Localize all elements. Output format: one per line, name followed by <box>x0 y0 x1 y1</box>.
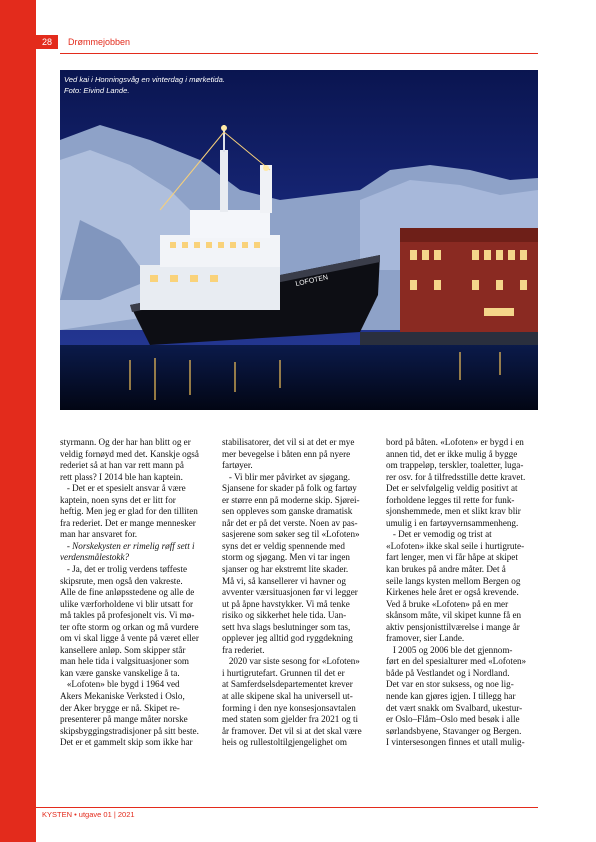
text-line: med staten som gjelder fra 2021 og ti <box>222 714 359 725</box>
text-line: Akers Mekaniske Verksted i Oslo, <box>60 691 185 702</box>
text-line: ulike værforholdene vi blir utsatt for <box>60 598 194 609</box>
text-line: Alle de fine anløpsstedene og alle de <box>60 587 195 598</box>
text-line: Det var en stor suksess, og noe lig- <box>386 679 514 690</box>
text-line: umulig i en fartøyvernsammenheng. <box>386 517 519 528</box>
text-line: rer osv. for å tilfredsstille dette kravet. <box>386 471 526 482</box>
text-line: styrmann. Og der har han blitt og er <box>60 437 191 447</box>
text-line: - Vi blir mer påvirket av sjøgang. <box>222 471 351 482</box>
text-line: syns det er veldig spennende med <box>222 540 345 551</box>
page-number: 28 <box>36 35 58 49</box>
text-line: fra rederiet. Det er mange mennesker <box>60 517 196 528</box>
text-line: må takles på profesjonelt vis. Vi mø- <box>60 610 195 621</box>
text-line: er større enn på moderne skip. Sjørei- <box>222 494 360 505</box>
text-column-3 <box>386 437 536 749</box>
text-line: sen oppleves som ganske dramatisk <box>222 506 353 517</box>
text-line: fart lenger, men vi får håpe at skipet <box>386 552 518 563</box>
text-line: er Oslo–Flåm–Oslo med besøk i alle <box>386 714 520 725</box>
text-line: fartøyer. <box>222 460 253 471</box>
section-title: Drømmejobben <box>68 37 131 47</box>
text-line: kaptein, noen syns det er litt for <box>60 494 176 505</box>
text-column-1 <box>60 437 210 749</box>
text-line: veldig fornøyd med det. Kanskje også <box>60 448 199 459</box>
text-line: aktiv pensjonisttilværelse i mange år <box>386 621 520 632</box>
text-line: kan brukes på andre måter. Det å <box>386 564 506 575</box>
text-line: år framover. Det vil si at det skal være <box>222 725 362 736</box>
text-line: avventer værsituasjonen før vi legger <box>222 587 358 598</box>
text-line: «Lofoten» ble bygd i 1964 ved <box>60 679 180 690</box>
text-line: skipsrute, men også den vakreste. <box>60 575 183 586</box>
text-line: risiko og sikkerhet hele tida. Uan- <box>222 610 347 621</box>
caption-line: Ved kai i Honningsvåg en vinterdag i mørketida. <box>64 75 225 84</box>
text-line: rett plass? I 2014 ble han kaptein. <box>60 471 183 482</box>
text-line: forholdene legges til rette for funk- <box>386 494 515 505</box>
text-line: om vi skal ligge å vente på været eller <box>60 633 199 644</box>
text-line: Må vi, så kansellerer vi havner og <box>222 575 346 586</box>
ship-name-label: LOFOTEN <box>294 274 329 288</box>
text-line: ut på åpne havstykker. Vi må tenke <box>222 598 350 609</box>
text-line: mer bevegelse i båten enn på nyere <box>222 448 351 459</box>
photo-caption <box>64 74 225 96</box>
text-line: skipsbyggingstradisjoner på sitt beste. <box>60 725 199 736</box>
text-line: Det er selvfølgelig veldig positivt at <box>386 483 518 494</box>
text-line: at alle skipene skal ha universell ut- <box>222 691 353 702</box>
text-line: sasjerene som søker seg til «Lofoten» <box>222 529 360 540</box>
text-line: Kirkenes hele året er også krevende. <box>386 587 519 598</box>
ship-photo <box>60 70 538 410</box>
text-line: Sjansene for skader på folk og fartøy <box>222 483 357 494</box>
text-line: heis og rullestoltilgjengelighet om <box>222 737 347 748</box>
text-line: man hele tida i valgsituasjoner som <box>60 656 189 667</box>
text-line: - Det er vemodig og trist at <box>386 529 492 540</box>
text-line: - Det er et spesielt ansvar å være <box>60 483 186 494</box>
text-line: kansellere anløp. Som skipper står <box>60 644 186 655</box>
text-line: når det er på det verste. Noen av pas- <box>222 517 358 528</box>
footer-publication: KYSTEN • utgave 01 | 2021 <box>42 810 135 819</box>
text-column-2 <box>222 437 372 749</box>
text-line: nende kan gjøres igjen. I tillegg har <box>386 691 516 702</box>
text-line: skånsom måte, vil skipet kunne få en <box>386 610 522 621</box>
text-line: bord på båten. «Lofoten» er bygd i en <box>386 437 524 447</box>
text-line: Det er et gammelt skip som ikke har <box>60 737 193 748</box>
left-accent-bar <box>0 0 36 842</box>
header-divider <box>60 53 538 54</box>
text-line: det vært snakk om Svalbard, ukestur- <box>386 702 523 713</box>
text-line: - Ja, det er trolig verdens tøffeste <box>60 564 188 575</box>
text-line: heftig. Men jeg er glad for den tilliten <box>60 506 198 517</box>
text-line: verdensmålestokk? <box>60 552 130 563</box>
text-line: man har ansvaret for. <box>60 529 138 540</box>
text-line: 2020 var siste sesong for «Lofoten» <box>222 656 360 667</box>
text-line: I 2005 og 2006 ble det gjennom- <box>386 644 513 655</box>
text-line: sørlandsbyene, Stavanger og Bergen. <box>386 725 522 736</box>
text-line: annen tid, det er ikke mulig å bygge <box>386 448 518 459</box>
text-line: forming i den nye konsesjonsavtalen <box>222 702 356 713</box>
text-line: opplever jeg alltid god ryggdekning <box>222 633 353 644</box>
text-line: «Lofoten» ikke skal seile i hurtigrute- <box>386 540 525 551</box>
text-line: Ved å bruke «Lofoten» på en mer <box>386 598 509 609</box>
text-line: sjanser og har ekstremt lite skader. <box>222 564 349 575</box>
text-line: både på Vestlandet og i Nordland. <box>386 667 510 678</box>
text-line: storm og sjøgang. Men vi tar ingen <box>222 552 350 563</box>
text-line: sett hva slags beslutninger som tas, <box>222 621 351 632</box>
text-line: seile langs kysten mellom Bergen og <box>386 575 521 586</box>
text-line: ter ofte storm og orkan og må vurdere <box>60 621 199 632</box>
text-line: sjonshemmede, men et slikt krav blir <box>386 506 521 517</box>
text-line: - Norskekysten er rimelig røff sett i <box>60 540 195 551</box>
text-line: stabilisatorer, det vil si at det er mye <box>222 437 355 447</box>
text-line: I vintersesongen finnes et utall mulig- <box>386 737 525 748</box>
text-line: at Samferdselsdepartementet krever <box>222 679 353 690</box>
text-line: om trappeløp, terskler, toaletter, luga- <box>386 460 524 471</box>
text-line: presenterer på mange måter norske <box>60 714 188 725</box>
text-line: der Aker brygge er nå. Skipet re- <box>60 702 180 713</box>
footer-divider <box>36 807 538 808</box>
text-line: framover, sier Lande. <box>386 633 465 644</box>
caption-credit: Foto: Eivind Lande. <box>64 86 130 95</box>
text-line: rederiet så at han var rett mann på <box>60 460 184 471</box>
text-line: fra rederiet. <box>222 644 265 655</box>
text-line: ført en del spesialturer med «Lofoten» <box>386 656 527 667</box>
text-line: kan være ganske vanskelige å ta. <box>60 667 180 678</box>
text-line: i hurtigrutefart. Grunnen til det er <box>222 667 345 678</box>
